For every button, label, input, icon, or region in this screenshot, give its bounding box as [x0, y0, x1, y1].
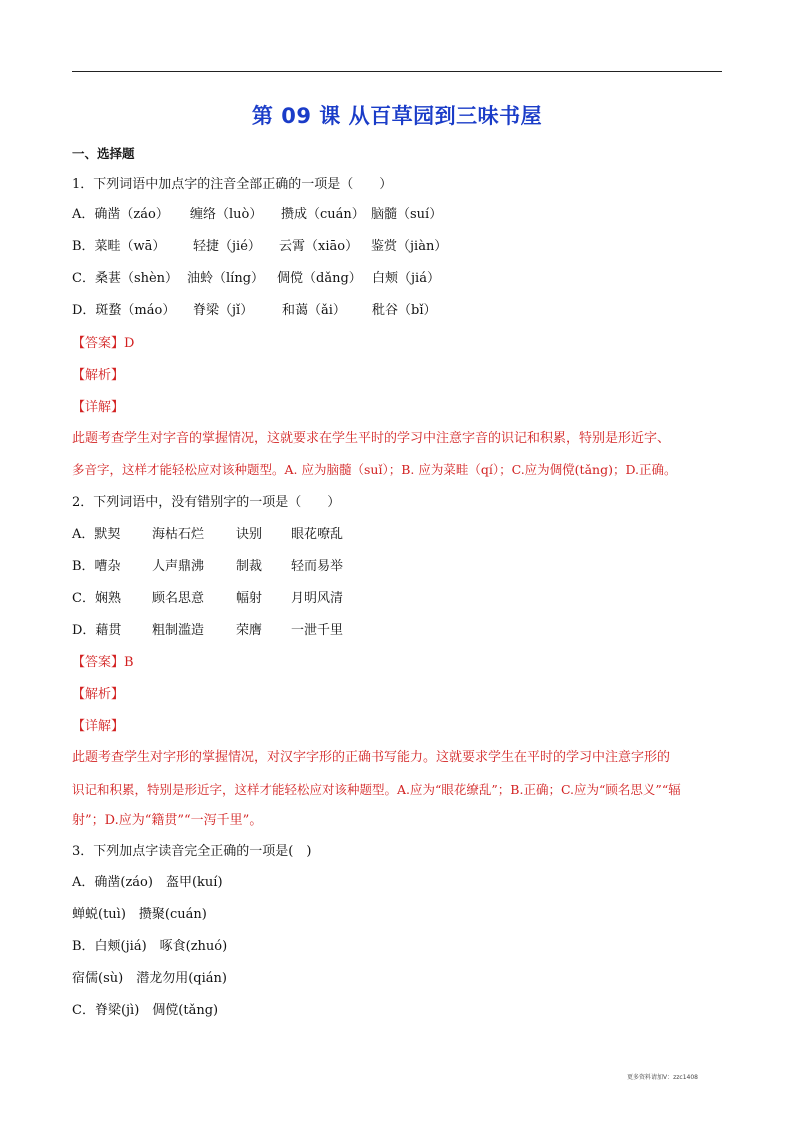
q2-c-2: 顾名思意: [152, 591, 205, 606]
q1-detail-label: 【详解】: [72, 400, 125, 415]
q2-a-3: 诀别: [236, 527, 263, 542]
q2-option-d: [72, 622, 343, 640]
q2-a-1: A．默契: [72, 527, 121, 542]
q1-explain-line-2: 多音字，这样才能轻松应对该种题型。A. 应为脑髓（suǐ）；B. 应为菜畦（qí）；C.应为倜傥(tǎng)；D.正确。: [72, 462, 677, 477]
q1-stem: 1．下列词语中加点字的注音全部正确的一项是（ ）: [72, 177, 393, 192]
q1-explain-line-1: 此题考查学生对字音的掌握情况，这就要求在学生平时的学习中注意字音的识记和积累，特别是形近字、: [72, 431, 671, 446]
q1-c-1: C．桑葚（shèn）: [72, 271, 179, 286]
q2-d-3: 荣膺: [236, 623, 263, 638]
q1-d-1: D．斑蝥（máo）: [72, 303, 176, 318]
q1-c-2: 油蛉（líng）: [187, 271, 265, 286]
q2-answer: 【答案】B: [72, 655, 134, 670]
q1-d-4: 秕谷（bǐ）: [372, 303, 437, 318]
q2-explain-line-3: 射”；D.应为“籍贯”“一泻千里”。: [72, 813, 263, 828]
q3-line-4: 宿儒(sù) 潜龙勿用(qián): [72, 971, 227, 986]
q2-detail-label: 【详解】: [72, 719, 125, 734]
q2-analysis-label: 【解析】: [72, 687, 125, 702]
q2-d-4: 一泄千里: [291, 623, 344, 638]
q2-a-4: 眼花嘹乱: [291, 527, 344, 542]
q3-line-2: 蝉蜕(tuì) 攒聚(cuán): [72, 907, 207, 922]
q2-c-3: 幅射: [236, 591, 263, 606]
q1-b-2: 轻捷（jié）: [193, 239, 261, 254]
q1-a-1: A．确凿（záo）: [72, 207, 169, 222]
q3-line-1: A．确凿(záo) 盔甲(kuí): [72, 875, 223, 890]
q1-d-2: 脊梁（jǐ）: [193, 303, 254, 318]
q1-b-3: 云霄（xiāo）: [279, 239, 359, 254]
q1-a-2: 缠络（luò）: [190, 207, 263, 222]
q2-c-1: C．娴熟: [72, 591, 121, 606]
q1-a-4: 脑髓（suí）: [371, 207, 443, 222]
q1-d-3: 和蔼（ǎi）: [282, 303, 346, 318]
q1-option-c: [72, 270, 440, 288]
q1-a-3: 攒成（cuán）: [281, 207, 365, 222]
q2-d-1: D．藉贯: [72, 623, 122, 638]
q1-answer: 【答案】D: [72, 336, 135, 351]
q2-option-c: [72, 590, 343, 608]
q2-c-4: 月明风清: [291, 591, 344, 606]
q2-b-1: B．嘈杂: [72, 559, 121, 574]
q2-b-2: 人声鼎沸: [152, 559, 205, 574]
q1-analysis-label: 【解析】: [72, 368, 125, 383]
q2-option-a: [72, 526, 343, 544]
q3-line-5: C．脊梁(jì) 倜傥(tǎng): [72, 1003, 219, 1018]
q2-b-4: 轻而易举: [291, 559, 344, 574]
q2-a-2: 海枯石烂: [152, 527, 205, 542]
q1-b-4: 鉴赏（jiàn）: [371, 239, 448, 254]
header-rule: [72, 71, 722, 72]
q1-c-3: 倜傥（dǎng）: [277, 271, 362, 286]
footer-note: 更多资料请加V：zzc1408: [627, 1074, 698, 1081]
q1-c-4: 白颊（jiá）: [372, 271, 440, 286]
section-heading: 一、选择题: [72, 146, 135, 161]
q2-b-3: 制裁: [236, 559, 263, 574]
q2-d-2: 粗制滥造: [152, 623, 205, 638]
q2-option-b: [72, 558, 343, 576]
q2-explain-line-2: 识记和积累，特别是形近字，这样才能轻松应对该种题型。A.应为“眼花缭乱”；B.正确；C.应为“顾名思义”“辐: [72, 782, 681, 797]
q1-b-1: B．菜畦（wā）: [72, 239, 166, 254]
q3-stem: 3．下列加点字读音完全正确的一项是( ): [72, 844, 312, 859]
q3-line-3: B．白颊(jiá) 啄食(zhuó): [72, 939, 228, 954]
q2-stem: 2．下列词语中，没有错别字的一项是（ ）: [72, 495, 341, 510]
page-title: 第 09 课 从百草园到三味书屋: [251, 104, 543, 128]
q1-option-b: [72, 238, 447, 256]
q2-explain-line-1: 此题考查学生对字形的掌握情况，对汉字字形的正确书写能力。这就要求学生在平时的学习中注意字形的: [72, 750, 671, 765]
q1-option-a: [72, 206, 442, 224]
q1-option-d: [72, 302, 436, 320]
